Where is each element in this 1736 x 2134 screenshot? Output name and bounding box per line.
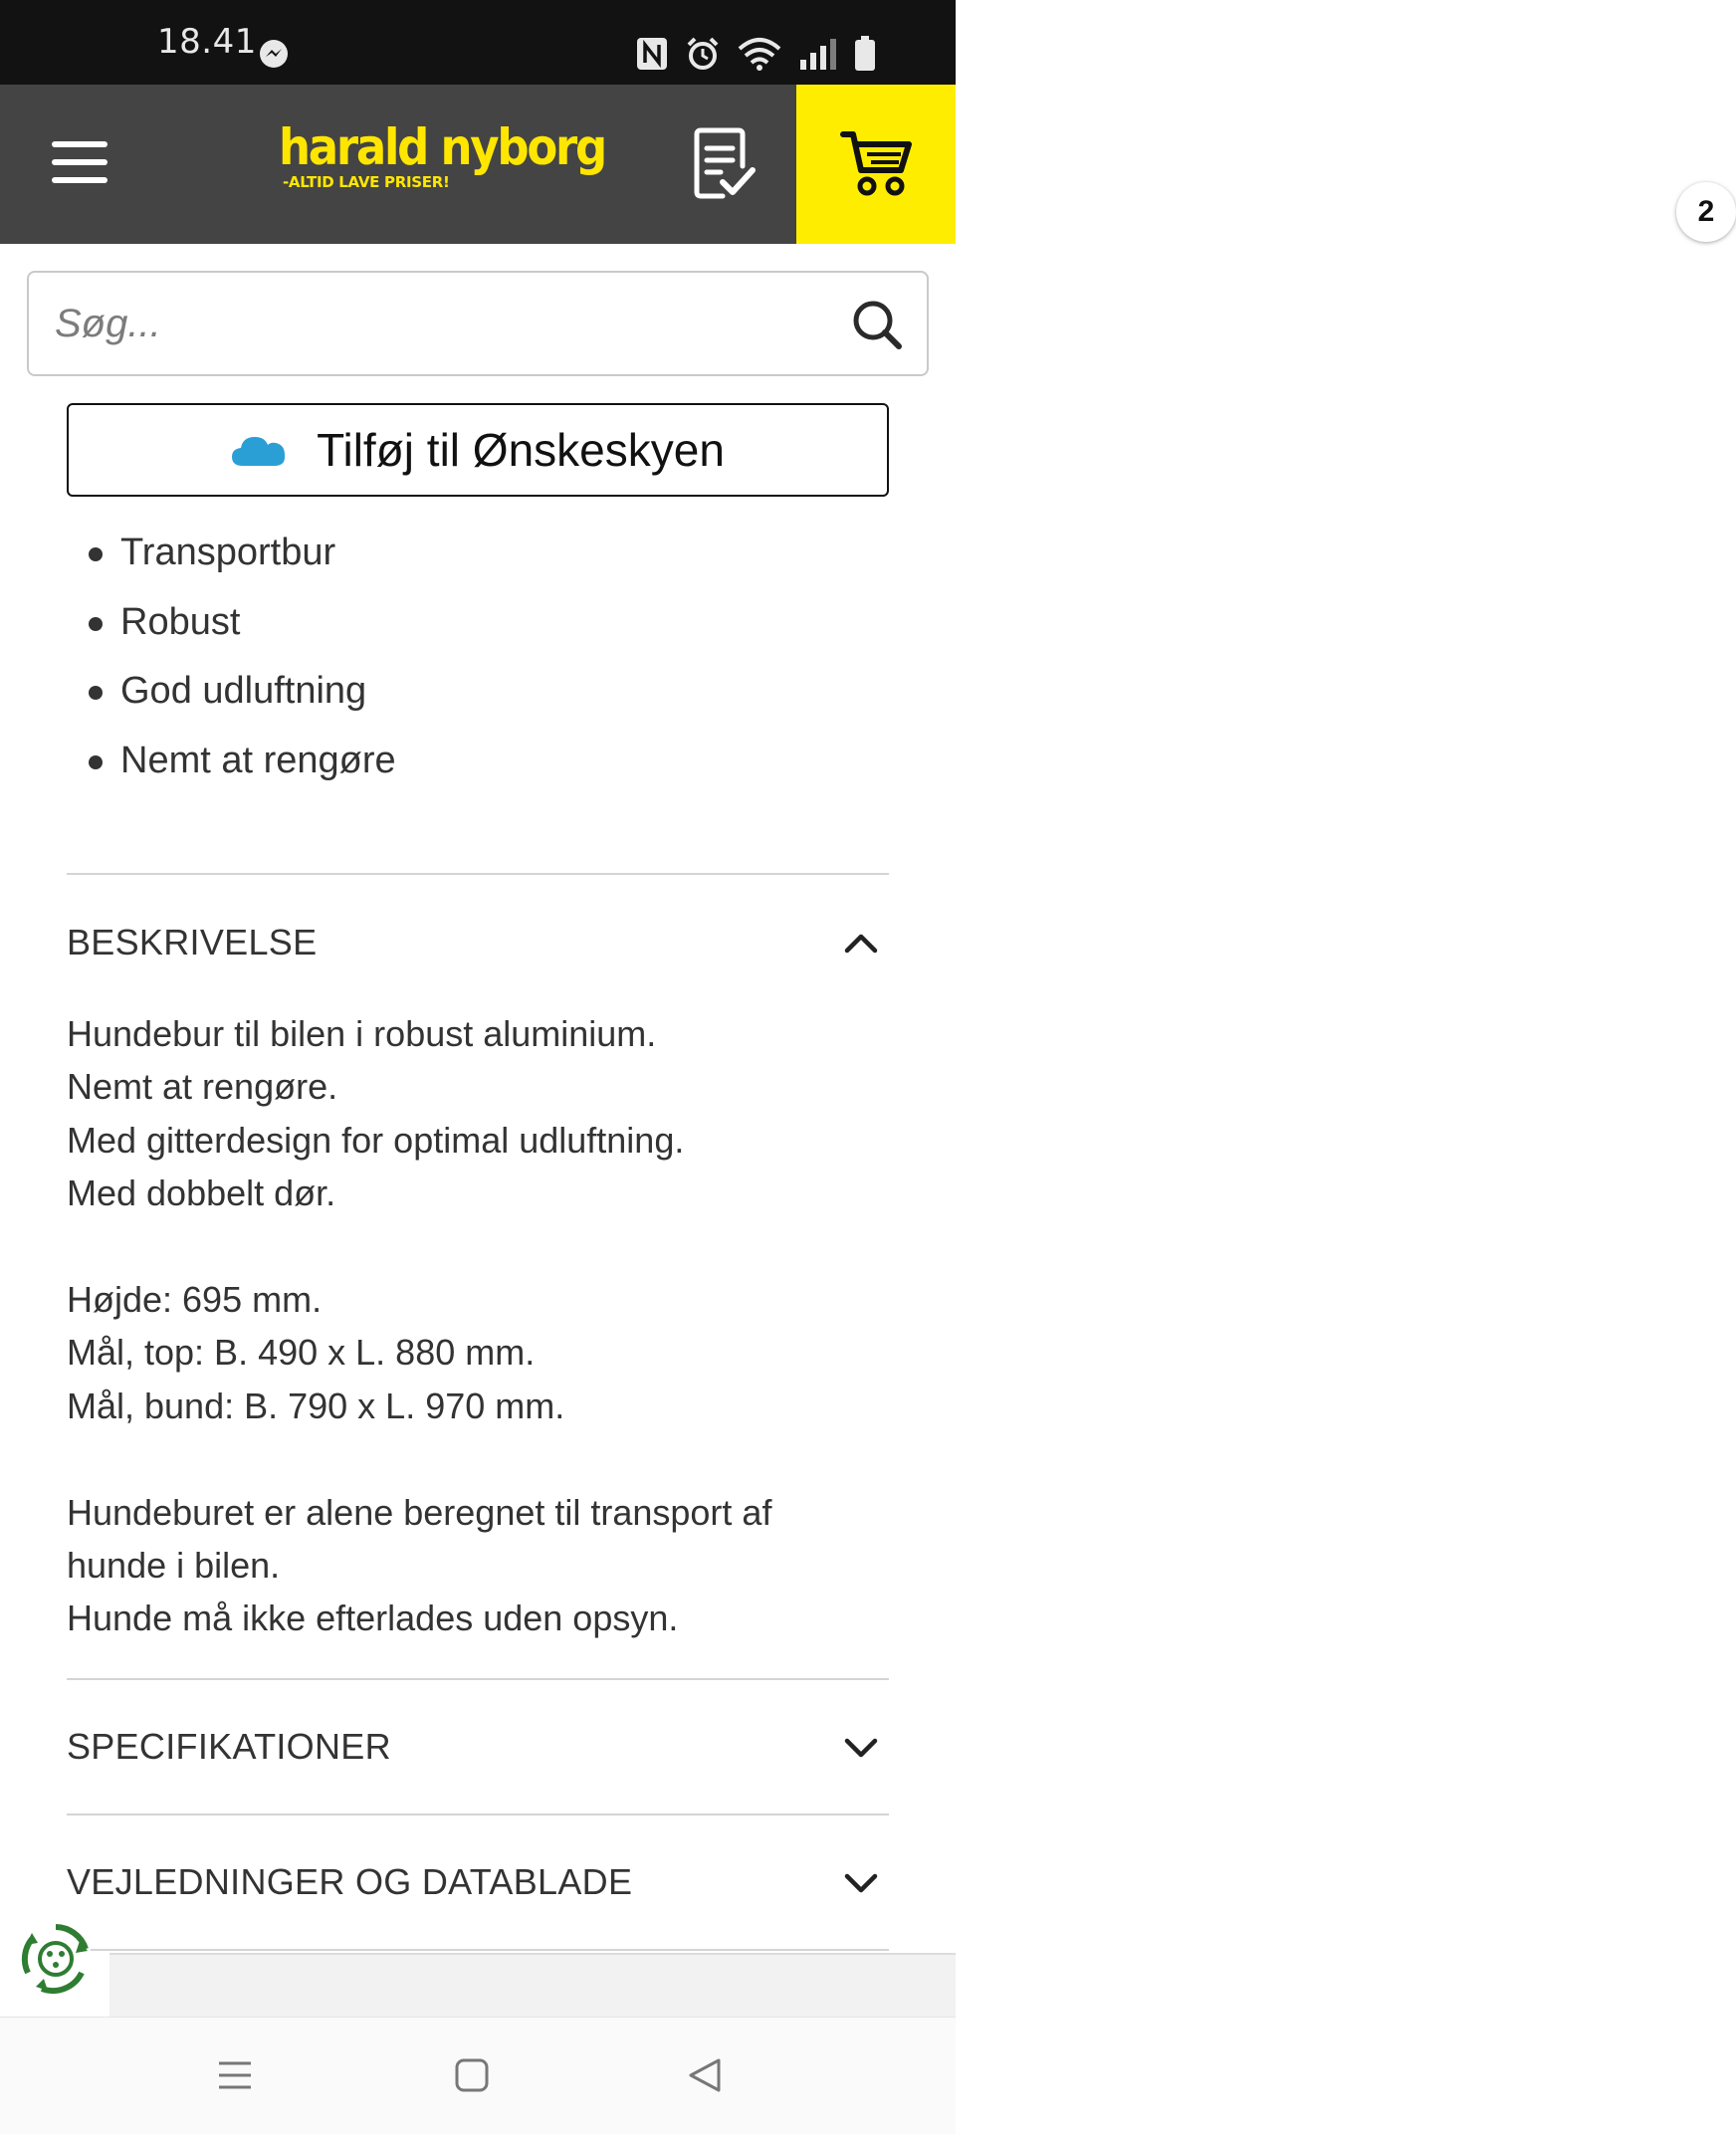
search-box — [27, 271, 929, 376]
description-line: Hundeburet er alene beregnet til transport af — [67, 1491, 772, 1533]
signal-icon — [798, 38, 838, 70]
nfc-icon — [635, 36, 669, 72]
battery-icon — [854, 36, 876, 72]
feature-item: God udluftning — [85, 666, 396, 736]
accordion-description-header[interactable] — [67, 916, 889, 975]
description-line: Højde: 695 mm. — [67, 1279, 323, 1321]
footer-strip — [109, 1953, 956, 2017]
divider — [67, 1678, 889, 1680]
accordion-title: VEJLEDNINGER OG DATABLADE — [67, 1861, 633, 1902]
feature-item: Nemt at rengøre — [85, 736, 396, 805]
search-input[interactable] — [55, 273, 831, 374]
search-icon[interactable] — [849, 297, 905, 352]
system-navigation-bar — [0, 2017, 956, 2134]
back-icon[interactable] — [687, 2057, 723, 2093]
wishlist-label: Tilføj til Ønskeskyen — [317, 424, 725, 476]
description-spacer — [67, 1220, 889, 1273]
feature-list — [85, 528, 396, 804]
description-line: Med gitterdesign for optimal udluftning. — [67, 1119, 685, 1161]
accordion-specifications-header[interactable] — [67, 1720, 889, 1780]
divider — [67, 1949, 889, 1951]
status-bar — [0, 0, 956, 85]
wifi-icon — [737, 37, 782, 71]
status-time: 18.41 — [157, 22, 257, 62]
add-to-wishlist-button[interactable] — [67, 403, 889, 497]
cart-button[interactable] — [796, 85, 1715, 244]
description-line: Mål, top: B. 490 x L. 880 mm. — [67, 1332, 536, 1374]
description-line: Nemt at rengøre. — [67, 1066, 338, 1108]
description-line: Med dobbelt dør. — [67, 1173, 336, 1214]
recent-apps-icon[interactable] — [217, 2057, 253, 2093]
accordion-guides-header[interactable] — [67, 1855, 889, 1915]
messenger-icon — [257, 37, 291, 71]
accordion-title: SPECIFIKATIONER — [67, 1726, 391, 1767]
home-icon[interactable] — [454, 2057, 490, 2093]
logo-name: harald nyborg — [279, 118, 605, 176]
menu-icon[interactable] — [52, 141, 108, 185]
eco-recycle-icon[interactable] — [18, 1921, 94, 1997]
site-header — [0, 85, 1715, 244]
description-line: Hunde må ikke efterlades uden opsyn. — [67, 1598, 679, 1639]
cloud-icon — [231, 433, 287, 467]
chevron-up-icon — [843, 926, 879, 961]
alarm-icon — [685, 36, 721, 72]
feature-item: Robust — [85, 597, 396, 667]
divider — [67, 1814, 889, 1815]
logo-tagline: -ALTID LAVE PRISER! — [283, 173, 450, 191]
chevron-down-icon — [843, 1730, 879, 1766]
brand-logo[interactable] — [279, 118, 605, 202]
feature-item: Transportbur — [85, 528, 396, 597]
divider — [67, 873, 889, 875]
accordion-title: BESKRIVELSE — [67, 922, 318, 962]
cart-icon — [841, 126, 913, 198]
description-line: Mål, bund: B. 790 x L. 970 mm. — [67, 1385, 565, 1426]
description-spacer — [67, 1432, 889, 1485]
description-line: Hundebur til bilen i robust aluminium. — [67, 1013, 657, 1054]
description-line: hunde i bilen. — [67, 1545, 281, 1587]
chevron-down-icon — [843, 1865, 879, 1901]
cart-count-badge: 2 — [1676, 182, 1736, 242]
description-text — [67, 1007, 889, 1645]
shopping-list-icon[interactable] — [689, 128, 759, 200]
